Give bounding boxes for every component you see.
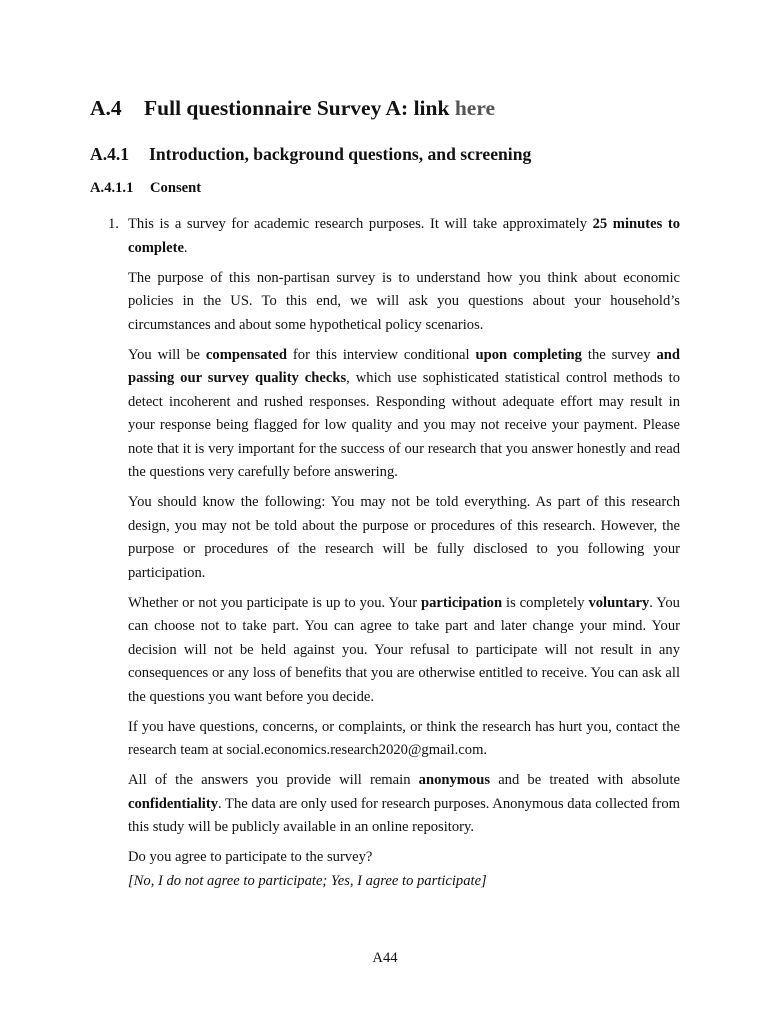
consent-item [90,213,680,893]
text-run: You will be [128,346,206,363]
paragraph-anonymity [128,769,680,840]
section-heading [90,96,495,121]
text-run: All of the answers you provide will remain [128,772,419,788]
bold-run: anonymous [418,772,491,788]
bold-run: participation [421,594,503,611]
subsubsection-heading [90,180,201,197]
subsection-heading [90,144,531,165]
paragraph-duration [128,213,680,260]
subsubsection-number: A.4.1.1 [90,180,134,196]
subsubsection-title: Consent [150,180,202,196]
consent-question-block [128,846,680,893]
paragraph-disclosure: You should know the following: You may not be told everything. As part of this research design, you may not be told about the purpose or procedures of this research. However, the purpose or procedures of the research will be fully disclosed to you following your participation. [128,494,680,581]
text-run: . The data are only used for research purposes. Anonymous data collected from this study will be publicly available in an online repository. [128,795,680,835]
text-run: , which use sophisticated statistical control methods to detect incoherent and rushed responses. Responding without adequate effort may result in your response being flagged for low quality and you may not receive your payment. Please note that it is very important for the success of our research that you answer honestly and read the questions very carefully before answering. [128,370,680,480]
text-run: is completely [502,594,589,611]
text-run: for this interview conditional [287,346,476,363]
text-run: This is a survey for academic research purposes. It will take approximately [128,216,593,232]
text-run: and be treated with absolute [490,772,680,788]
text-run: . [183,239,188,256]
consent-question: Do you agree to participate to the survey? [128,849,373,865]
bold-run: upon completing [475,346,582,363]
paragraph-purpose: The purpose of this non-partisan survey is to understand how you think about economic policies in the US. To this end, we will ask you questions about your household’s circumstances and about some hypothetical policy scenarios. [128,269,680,333]
subsection-number: A.4.1 [90,144,130,164]
answer-options: [No, I do not agree to participate; Yes, I agree to participate] [128,872,487,889]
paragraph-contact: If you have questions, concerns, or complaints, or think the research has hurt you, contact the research team at social.economics.research2020@gmail.com. [128,718,680,758]
bold-run: compensated [205,346,287,363]
text-run: . You can choose not to take part. You can agree to take part and later change your mind. Your decision will not be held against you. Your refusal to participate will not result in any consequences or any loss of benefits that you are otherwise entitled to receive. You can ask all the questions you want before you decide. [128,594,680,705]
paragraph-voluntary [128,592,680,710]
consent-text [128,213,680,893]
section-number: A.4 [90,96,122,120]
bold-run: and passing our survey quality checks [128,346,680,386]
bold-run: 25 minutes to complete [128,216,680,256]
item-number: 1. [108,216,119,232]
paragraph-compensation [128,344,680,485]
page-number: A44 [372,950,398,966]
text-run: the survey [581,346,657,363]
bold-run: voluntary [588,594,650,611]
text-run: Whether or not you participate is up to you. Your [128,594,422,611]
survey-link[interactable]: here [454,96,496,120]
bold-run: confidentiality [128,795,218,812]
section-title: Full questionnaire Survey A: link [144,96,455,120]
subsection-title: Introduction, background questions, and screening [149,144,532,164]
